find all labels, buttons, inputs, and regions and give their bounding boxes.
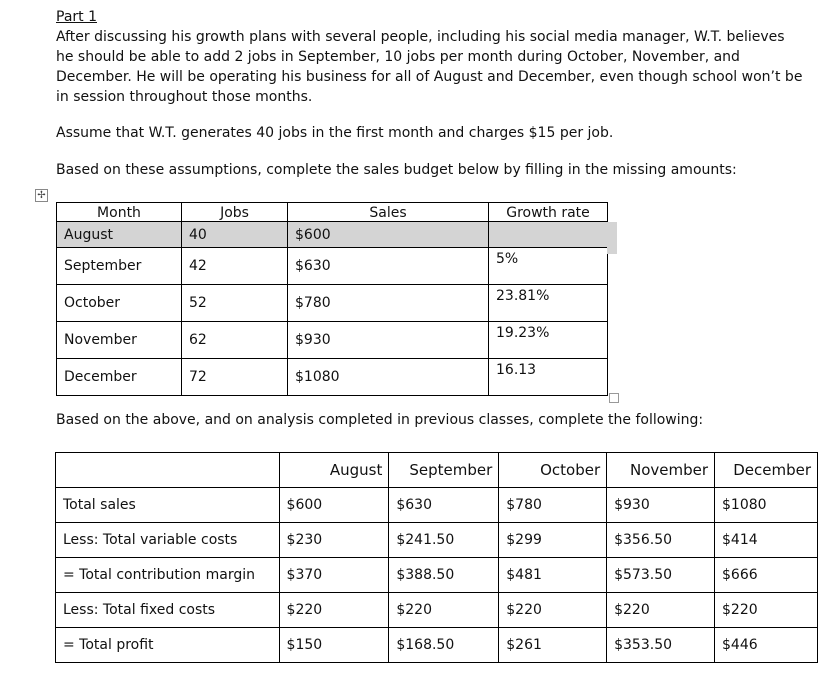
month-cell[interactable]: December xyxy=(57,359,182,396)
row-label[interactable]: = Total contribution margin xyxy=(56,558,280,593)
jobs-cell[interactable]: 72 xyxy=(182,359,288,396)
value-cell[interactable]: $220 xyxy=(389,593,499,628)
table-row xyxy=(56,628,818,663)
jobs-cell[interactable]: 42 xyxy=(182,248,288,285)
value-cell[interactable]: $299 xyxy=(499,523,607,558)
header-september: September xyxy=(389,453,499,488)
header-august: August xyxy=(279,453,389,488)
header-blank xyxy=(56,453,280,488)
value-cell[interactable]: $1080 xyxy=(715,488,818,523)
table-row xyxy=(56,558,818,593)
growth-cell[interactable]: 16.13 xyxy=(489,359,608,396)
growth-cell[interactable]: 5% xyxy=(489,248,608,285)
table-resize-handle-icon[interactable] xyxy=(609,393,619,403)
month-cell[interactable]: November xyxy=(57,322,182,359)
sales-cell[interactable]: $1080 xyxy=(288,359,489,396)
instruction-line: Based on these assumptions, complete the sales budget below by filling in the missing amounts: xyxy=(56,162,737,178)
value-cell[interactable]: $630 xyxy=(389,488,499,523)
header-jobs: Jobs xyxy=(182,203,288,222)
table-row xyxy=(57,248,608,285)
value-cell[interactable]: $414 xyxy=(715,523,818,558)
assumption-line: Assume that W.T. generates 40 jobs in the first month and charges $15 per job. xyxy=(56,125,614,141)
value-cell[interactable]: $666 xyxy=(715,558,818,593)
row-label[interactable]: = Total profit xyxy=(56,628,280,663)
row-label[interactable]: Total sales xyxy=(56,488,280,523)
value-cell[interactable]: $230 xyxy=(279,523,389,558)
row-selection-highlight xyxy=(607,222,617,254)
value-cell[interactable]: $573.50 xyxy=(607,558,715,593)
jobs-cell[interactable]: 40 xyxy=(182,222,288,248)
growth-cell[interactable]: 23.81% xyxy=(489,285,608,322)
table-row xyxy=(56,593,818,628)
value-cell[interactable]: $356.50 xyxy=(607,523,715,558)
jobs-cell[interactable]: 62 xyxy=(182,322,288,359)
analysis-line: Based on the above, and on analysis completed in previous classes, complete the following: xyxy=(56,412,704,428)
header-december: December xyxy=(715,453,818,488)
value-cell[interactable]: $150 xyxy=(279,628,389,663)
growth-cell[interactable]: 19.23% xyxy=(489,322,608,359)
profit-summary-table xyxy=(55,452,818,663)
sales-budget-table xyxy=(56,202,608,396)
value-cell[interactable]: $220 xyxy=(607,593,715,628)
jobs-cell[interactable]: 52 xyxy=(182,285,288,322)
sales-cell[interactable]: $930 xyxy=(288,322,489,359)
month-cell[interactable]: October xyxy=(57,285,182,322)
month-cell[interactable]: August xyxy=(57,222,182,248)
table-row xyxy=(57,322,608,359)
table-move-handle-icon[interactable]: ✢ xyxy=(35,189,48,202)
value-cell[interactable]: $388.50 xyxy=(389,558,499,593)
value-cell[interactable]: $220 xyxy=(279,593,389,628)
sales-cell[interactable]: $780 xyxy=(288,285,489,322)
header-month: Month xyxy=(57,203,182,222)
value-cell[interactable]: $261 xyxy=(499,628,607,663)
value-cell[interactable]: $220 xyxy=(499,593,607,628)
value-cell[interactable]: $481 xyxy=(499,558,607,593)
value-cell[interactable]: $353.50 xyxy=(607,628,715,663)
row-label[interactable]: Less: Total fixed costs xyxy=(56,593,280,628)
month-cell[interactable]: September xyxy=(57,248,182,285)
sales-cell[interactable]: $630 xyxy=(288,248,489,285)
header-november: November xyxy=(607,453,715,488)
table-row xyxy=(56,488,818,523)
table-row xyxy=(57,222,608,248)
value-cell[interactable]: $930 xyxy=(607,488,715,523)
table-row xyxy=(56,523,818,558)
header-october: October xyxy=(499,453,607,488)
table-row xyxy=(57,359,608,396)
value-cell[interactable]: $168.50 xyxy=(389,628,499,663)
value-cell[interactable]: $370 xyxy=(279,558,389,593)
growth-cell[interactable] xyxy=(489,222,608,248)
value-cell[interactable]: $600 xyxy=(279,488,389,523)
header-sales: Sales xyxy=(288,203,489,222)
header-growth-rate: Growth rate xyxy=(489,203,608,222)
value-cell[interactable]: $220 xyxy=(715,593,818,628)
row-label[interactable]: Less: Total variable costs xyxy=(56,523,280,558)
value-cell[interactable]: $446 xyxy=(715,628,818,663)
table-row xyxy=(57,285,608,322)
part-title: Part 1 xyxy=(56,9,97,25)
intro-paragraph: After discussing his growth plans with several people, including his social media manager, W.T. believes he should be able to add 2 jobs in September, 10 jobs per month during October, November, and December. He will be operating his business for all of August and December, even though school won’t be in session throughout those months. xyxy=(56,29,803,105)
value-cell[interactable]: $780 xyxy=(499,488,607,523)
sales-cell[interactable]: $600 xyxy=(288,222,489,248)
value-cell[interactable]: $241.50 xyxy=(389,523,499,558)
